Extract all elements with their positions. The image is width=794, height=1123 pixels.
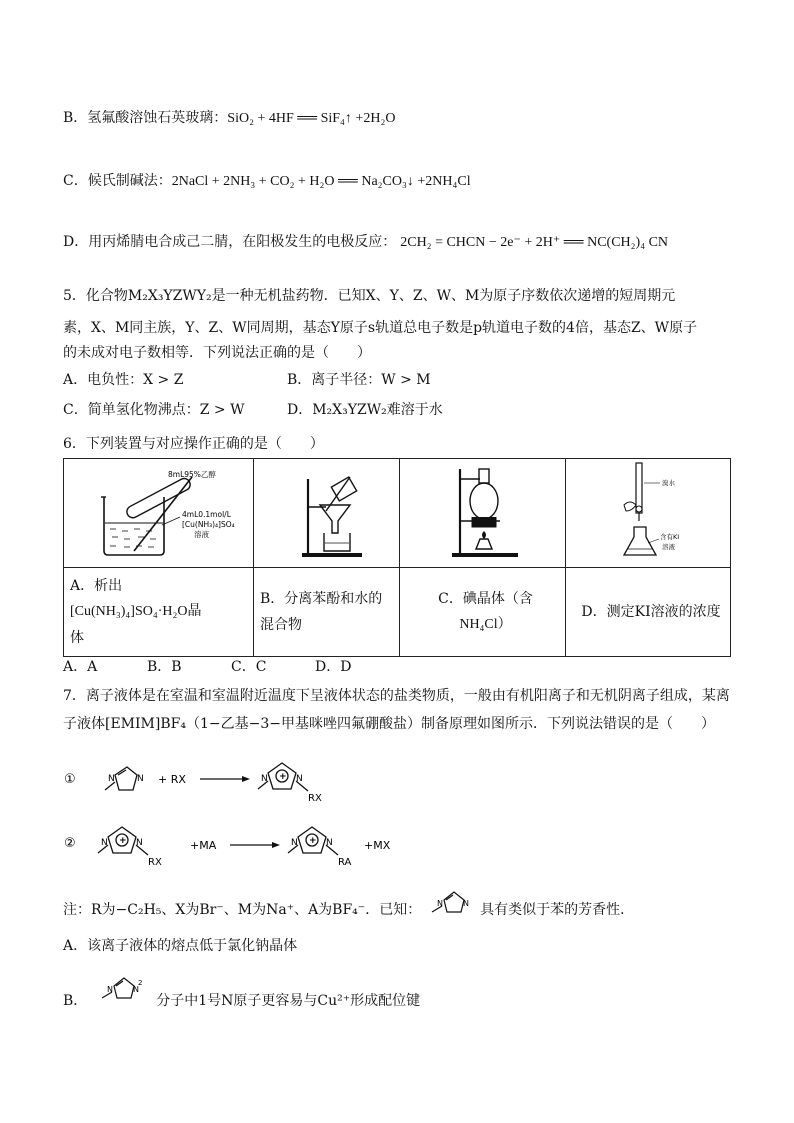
q6-answer-c: C．C xyxy=(231,659,267,675)
label-complex: [Cu(NH₃)₄]SO₄ xyxy=(182,520,235,529)
q6-answer-b: B．B xyxy=(147,659,182,675)
filtration-diagram xyxy=(254,459,398,563)
q6-stem: 6．下列装置与对应操作正确的是（ ） xyxy=(63,436,324,452)
step-2-number: ② xyxy=(64,836,76,851)
q6-cell-a-line3: 体 xyxy=(70,630,84,646)
q5-option-c: C．简单氢化物沸点：Z > W xyxy=(63,402,245,418)
q4-option-d-equation: 2CH₂ = CHCN − 2e⁻ + 2H⁺ ══ NC(CH₂)₄ CN xyxy=(400,235,669,250)
label-bromine-water: 溴水 xyxy=(662,479,675,487)
imidazole-numbered-structure xyxy=(92,968,152,1012)
q6-image-d xyxy=(566,459,731,568)
q7-note-tail: 具有类似于苯的芳香性． xyxy=(480,902,635,918)
q5-option-d: D．M₂X₃YZW₂难溶于水 xyxy=(287,402,443,418)
q4-option-c-equation: 2NaCl + 2NH₃ + CO₂ + H₂O ══ Na₂CO₃↓ +2NH₄Cl xyxy=(171,174,471,189)
imidazole-structure-icon xyxy=(426,886,476,920)
q6-answer-a: A．A xyxy=(63,659,98,675)
n-label: N xyxy=(291,838,298,848)
beaker-crystallization-diagram xyxy=(64,459,252,563)
label-ki-solution: 溶液 xyxy=(662,543,675,551)
plus-ma-label: +MA xyxy=(190,839,217,852)
cation-plus-sign: + xyxy=(279,772,287,782)
q5-option-b: B．离子半径：W > M xyxy=(287,372,431,388)
step-1-number: ① xyxy=(64,772,76,787)
q7-note xyxy=(63,900,634,920)
q7-option-b xyxy=(63,979,421,1012)
q6-answer-d: D．D xyxy=(315,659,352,675)
q6-cell-d xyxy=(566,568,731,657)
rx-label: RX xyxy=(308,793,322,804)
q4-option-d xyxy=(63,232,668,253)
n-label: N xyxy=(106,985,113,994)
q4-option-b xyxy=(63,108,395,129)
n-label: N xyxy=(261,774,268,784)
plus-rx-label: + RX xyxy=(158,773,186,786)
q5-stem-line-2: 素，X、M同主族，Y、Z、W同周期，基态Y原子s轨道总电子数是p轨道电子数的4倍，基态Z、W原子 xyxy=(63,320,698,336)
n-label: N xyxy=(462,899,469,908)
q6-cell-b-line1: B．分离苯酚和水的 xyxy=(260,591,383,607)
ra-label: RA xyxy=(338,857,352,865)
atom-number-2: 2 xyxy=(137,979,143,987)
q4-option-c-text: C．候氏制碱法： xyxy=(63,173,172,189)
q7-option-b-label: B． xyxy=(63,993,88,1009)
q6-cell-a-line1: A．析出 xyxy=(70,578,123,594)
q7-stem-line-2: 子液体[EMIM]BF₄（1−乙基−3−甲基咪唑四氟硼酸盐）制备原理如图所示．下列说法错误的是（ ） xyxy=(63,716,715,732)
label-ki: 含有KI xyxy=(660,533,680,541)
n-label: N xyxy=(436,899,443,908)
q5-stem-line-1: 5．化合物M₂X₃YZWY₂是一种无机盐药物．已知X、Y、Z、W、M为原子序数依次递增的短周期元 xyxy=(63,288,676,304)
q6-cell-b xyxy=(254,568,400,657)
q6-cell-d-text: D．测定KI溶液的浓度 xyxy=(581,604,721,620)
cation-plus-sign: + xyxy=(309,836,317,846)
q4-option-b-text: B．氢氟酸溶蚀石英玻璃： xyxy=(63,110,228,126)
q4-option-d-text: D．用丙烯腈电合成己二腈，在阳极发生的电极反应： xyxy=(63,234,397,250)
n-label: N xyxy=(101,838,108,848)
q6-cell-a xyxy=(64,568,254,657)
n-label: N xyxy=(296,774,303,784)
rx-label: RX xyxy=(148,857,162,865)
q6-cell-c-line2: NH₄Cl） xyxy=(459,617,512,632)
q6-cell-c xyxy=(400,568,566,657)
q6-image-b xyxy=(254,459,400,568)
titration-diagram xyxy=(566,459,729,563)
q7-stem-line-1: 7．离子液体是在室温和室温附近温度下呈液体状态的盐类物质，一般由有机阳离子和无机阴离子组成，某离 xyxy=(63,688,730,704)
sublimation-diagram xyxy=(400,459,564,563)
q5-stem-line-3: 的未成对电子数相等．下列说法正确的是（ ） xyxy=(63,345,371,361)
n-label: N xyxy=(108,774,115,784)
q6-cell-a-line2: [Cu(NH₃)₄]SO₄·H₂O晶 xyxy=(70,604,202,619)
q4-option-b-equation: SiO₂ + 4HF ══ SiF₄↑ +2H₂O xyxy=(227,111,396,126)
q7-option-b-text: 分子中1号N原子更容易与Cu²⁺形成配位键 xyxy=(156,993,421,1009)
q5-option-a: A．电负性：X > Z xyxy=(63,372,184,388)
n-label: N xyxy=(132,985,139,994)
q6-image-a xyxy=(64,459,254,568)
cation-plus-sign: + xyxy=(119,836,127,846)
label-ethanol: 8mL95%乙醇 xyxy=(168,470,216,479)
label-concentration: 4mL0.1mol/L xyxy=(182,510,231,519)
q6-apparatus-table xyxy=(63,458,731,657)
n-label: N xyxy=(137,774,144,784)
q6-image-c xyxy=(400,459,566,568)
q6-cell-b-line2: 混合物 xyxy=(260,617,302,633)
n-label: N xyxy=(136,838,143,848)
q7-note-text: 注：R为−C₂H₅、X为Br⁻、M为Na⁺、A为BF₄⁻．已知： xyxy=(63,902,422,918)
q6-cell-c-line1: C．碘晶体（含 xyxy=(438,591,533,607)
q7-reaction-scheme xyxy=(60,745,500,865)
plus-mx-label: +MX xyxy=(364,839,391,852)
q7-option-a: A．该离子液体的熔点低于氯化钠晶体 xyxy=(63,938,298,954)
q4-option-c xyxy=(63,171,471,192)
label-solution: 溶液 xyxy=(194,530,209,539)
n-label: N xyxy=(326,838,333,848)
